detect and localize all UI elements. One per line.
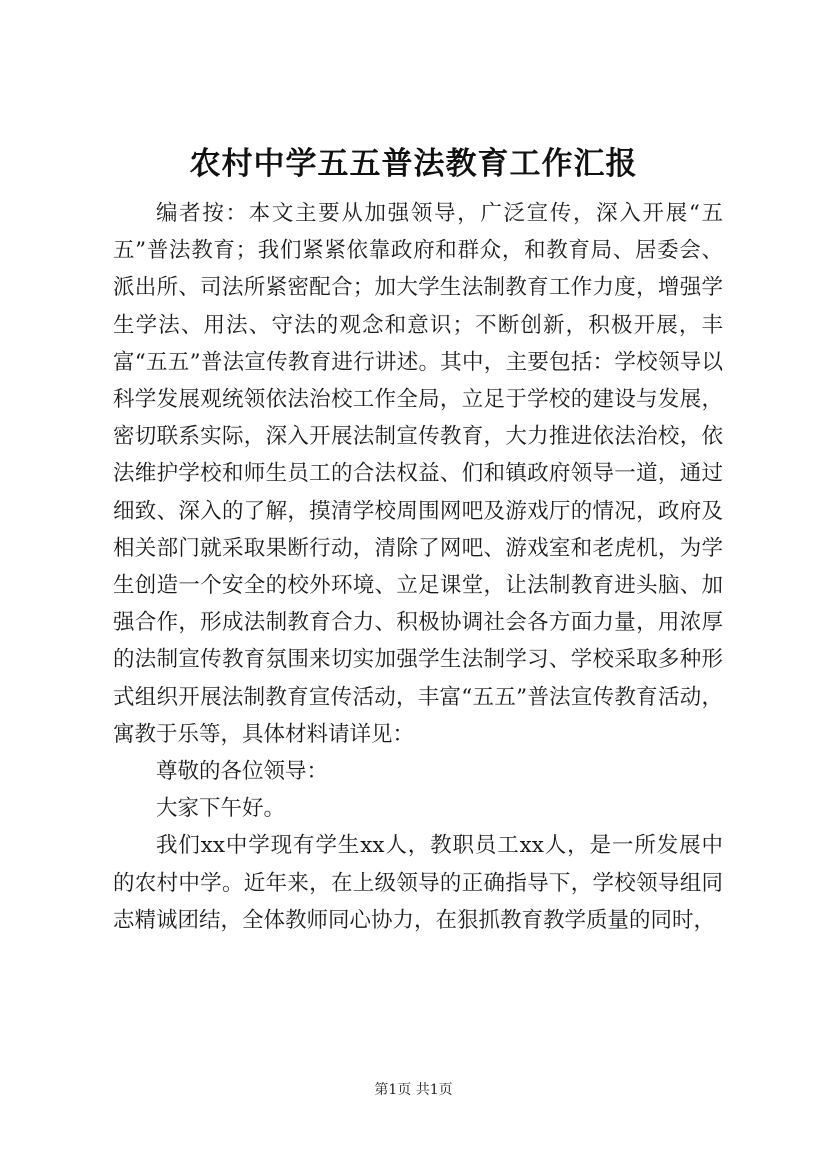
paragraph-salutation: 尊敬的各位领导： <box>156 759 329 785</box>
paragraph-greeting: 大家下午好。 <box>156 796 286 822</box>
paragraph-introduction: 我们xx中学现有学生xx人，教职员工xx人，是一所发展中的农村中学。近年来，在上级领导的正确指导下，学校领导组同志精诚团结，全体教师同心协力，在狠抓教育教学质量的同时， <box>113 833 723 933</box>
document-title: 农村中学五五普法教育工作汇报 <box>189 146 638 182</box>
paragraph-editor-note: 编者按：本文主要从加强领导，广泛宣传，深入开展“五五”普法教育；我们紧紧依靠政府和群众，和教育局、居委会、派出所、司法所紧密配合；加大学生法制教育工作力度，增强学生学法、用法、守法的观念和意识；不断创新，积极开展，丰富“五五”普法宣传教育进行讲述。其中，主要包括：学校领导以科学发展观统领依法治校工作全局，立足于学校的建设与发展，密切联系实际，深入开展法制宣传教育，大力推进依法治校，依法维护学校和师生员工的合法权益、们和镇政府领导一道，通过细致、深入的了解，摸清学校周围网吧及游戏厅的情况，政府及相关部门就采取果断行动，清除了网吧、游戏室和老虎机，为学生创造一个安全的校外环境、立足课堂，让法制教育进头脑、加强合作，形成法制教育合力、积极协调社会各方面力量，用浓厚的法制宣传教育氛围来切实加强学生法制学习、学校采取多种形式组织开展法制教育宣传活动，丰富“五五”普法宣传教育活动，寓教于乐等，具体材料请详见： <box>113 201 723 747</box>
page-footer: 第1页 共1页 <box>374 1082 453 1098</box>
document-body <box>113 195 723 939</box>
